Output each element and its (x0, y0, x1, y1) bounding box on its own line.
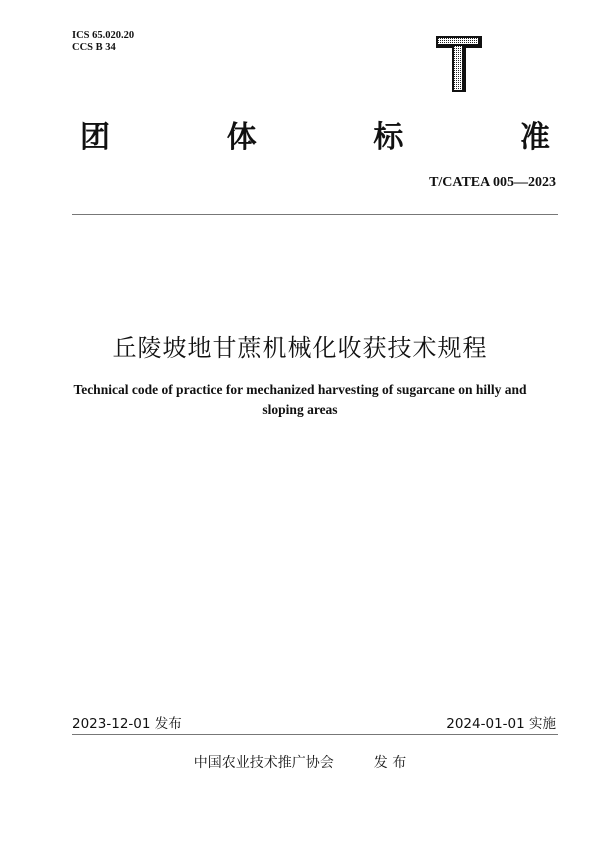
publisher: 中国农业技术推广协会 (193, 755, 334, 771)
title-en (50, 380, 550, 420)
publisher-line (0, 752, 600, 772)
kind-char: 体 (226, 120, 257, 155)
publish-word: 发 布 (373, 755, 407, 771)
bottom-divider (72, 734, 558, 735)
ccs-code: CCS B 34 (72, 42, 116, 53)
issue-date: 2023-12-01 发布 (72, 716, 182, 732)
standard-kind-heading (72, 121, 558, 155)
standard-number: T/CATEA 005—2023 (429, 175, 556, 190)
title-en-line2: sloping areas (262, 402, 338, 417)
kind-char: 标 (373, 120, 404, 155)
kind-char: 团 (80, 120, 110, 155)
title-en-line1: Technical code of practice for mechanized harvesting of sugarcane on hilly and (73, 382, 527, 397)
title-zh: 丘陵坡地甘蔗机械化收获技术规程 (112, 334, 488, 362)
ics-code: ICS 65.020.20 (72, 30, 135, 41)
implement-date: 2024-01-01 实施 (446, 716, 556, 732)
divider (72, 214, 558, 215)
t-logo-icon (436, 34, 484, 94)
kind-char: 准 (519, 120, 550, 155)
